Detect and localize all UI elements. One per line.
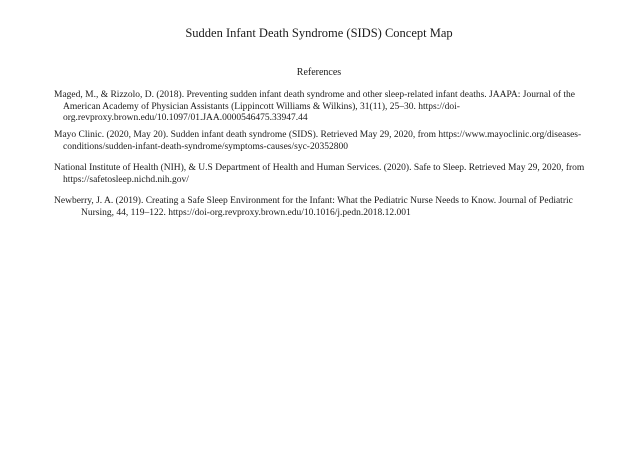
reference-line: https://safetosleep.nichd.nih.gov/ [63,174,189,185]
references-heading: References [296,67,342,78]
reference-line: Maged, M., & Rizzolo, D. (2018). Preventing sudden infant death syndrome and other sleep-related infant deaths. JAAPA: Journal of the [54,90,575,100]
document-title: Sudden Infant Death Syndrome (SIDS) Concept Map [185,26,453,40]
reference-entry-maged [54,90,575,125]
reference-line: conditions/sudden-infant-death-syndrome/symptoms-causes/syc-20352800 [63,141,348,152]
reference-line: Mayo Clinic. (2020, May 20). Sudden infant death syndrome (SIDS). Retrieved May 29, 2020, from https://www.mayoclinic.org/diseases- [54,130,582,140]
reference-line: org.revproxy.brown.edu/10.1097/01.JAA.0000546475.33947.44 [63,113,308,123]
reference-line: National Institute of Health (NIH), & U.S Department of Health and Human Services. (2020). Safe to Sleep. Retrieved May 29, 2020, from [54,163,585,173]
reference-entry-nih [54,163,584,186]
reference-line: Newberry, J. A. (2019). Creating a Safe Sleep Environment for the Infant: What the Pediatric Nurse Needs to Know. Journal of Pediatric [54,196,573,206]
reference-entry-newberry [54,196,573,219]
reference-line: American Academy of Physician Assistants (Lippincott Williams & Wilkins), 31(11), 25–30. https://doi- [63,101,460,112]
reference-line: Nursing, 44, 119–122. https://doi-org.revproxy.brown.edu/10.1016/j.pedn.2018.12.001 [81,207,411,218]
reference-entry-mayo-clinic [54,130,581,153]
